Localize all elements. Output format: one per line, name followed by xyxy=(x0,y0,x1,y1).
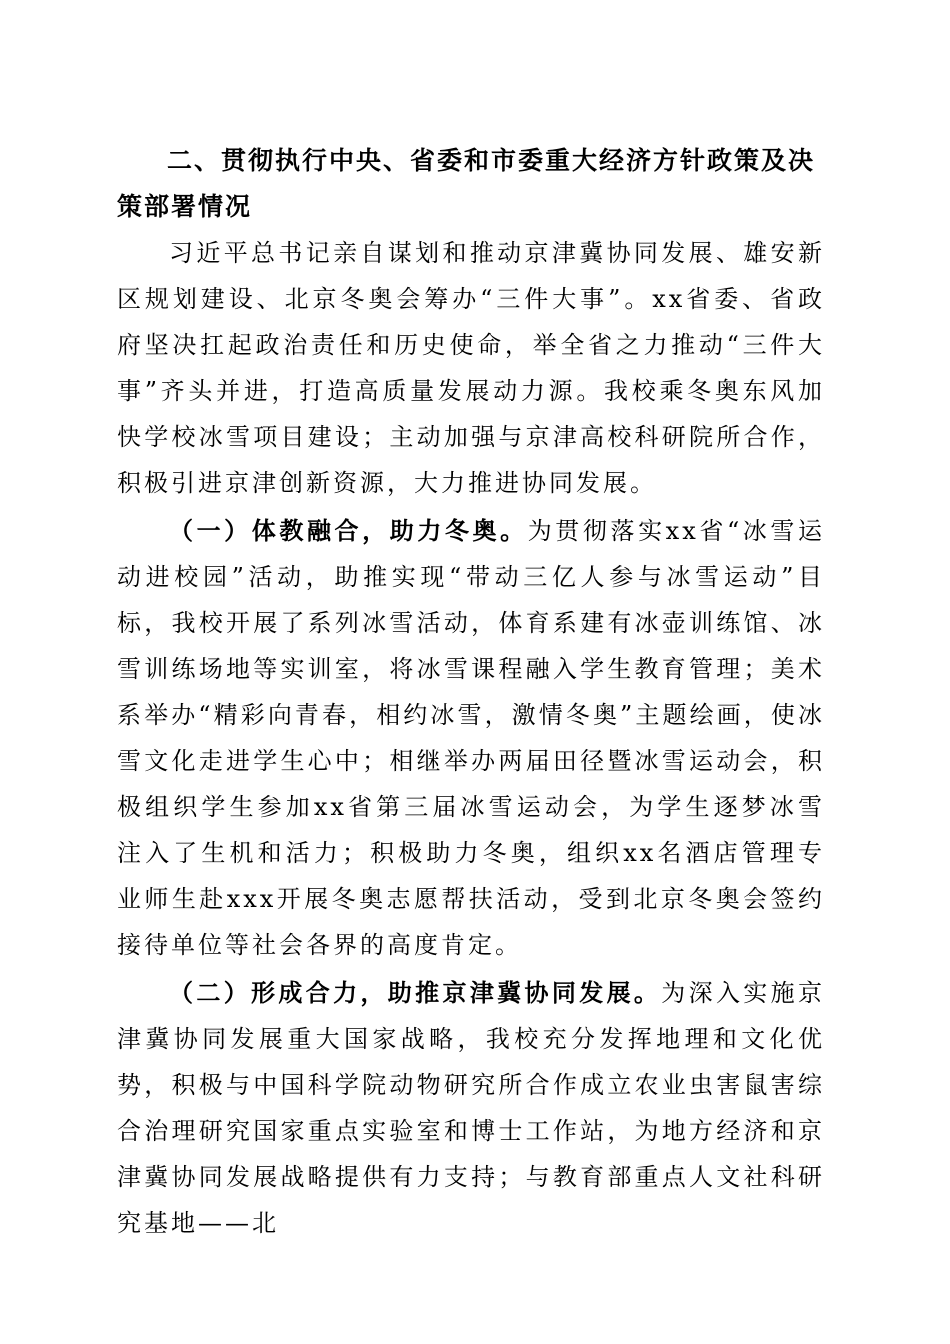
intro-paragraph xyxy=(117,230,825,506)
paragraph-text: 为深入实施京津冀协同发展重大国家战略，我校充分发挥地理和文化优势，积极与中国科学院动物研究所合作成立农业虫害鼠害综合治理研究国家重点实验室和博士工作站，为地方经济和京津冀协同发展战略提供有力支持；与教育部重点人文社科研究基地——北 xyxy=(117,979,826,1237)
subsection-title-1: （一）体教融合，助力冬奥。 xyxy=(169,517,528,545)
subsection-title-2: （二）形成合力，助推京津冀协同发展。 xyxy=(169,979,662,1007)
subsection-paragraph-coordinated-development xyxy=(117,970,825,1246)
paragraph-text: 为贯彻落实xx省“冰雪运动进校园”活动，助推实现“带动三亿人参与冰雪运动”目标，我校开展了系列冰雪活动，体育系建有冰壶训练馆、冰雪训练场地等实训室，将冰雪课程融入学生教育管理；美术系举办“精彩向青春，相约冰雪，激情冬奥”主题绘画，使冰雪文化走进学生心中；相继举办两届田径暨冰雪运动会，积极组织学生参加xx省第三届冰雪运动会，为学生逐梦冰雪注入了生机和活力；积极助力冬奥，组织xx名酒店管理专业师生赴xxx开展冬奥志愿帮扶活动，受到北京冬奥会签约接待单位等社会各界的高度肯定。 xyxy=(117,517,825,959)
document-body xyxy=(117,138,825,1246)
section-heading: 二、贯彻执行中央、省委和市委重大经济方针政策及决策部署情况 xyxy=(117,146,816,221)
subsection-paragraph-winter-olympics xyxy=(117,508,825,968)
paragraph-text: 习近平总书记亲自谋划和推动京津冀协同发展、雄安新区规划建设、北京冬奥会筹办“三件大事”。xx省委、省政府坚决扛起政治责任和历史使命，举全省之力推动“三件大事”齐头并进，打造高质量发展动力源。我校乘冬奥东风加快学校冰雪项目建设；主动加强与京津高校科研院所合作，积极引进京津创新资源，大力推进协同发展。 xyxy=(117,239,825,497)
